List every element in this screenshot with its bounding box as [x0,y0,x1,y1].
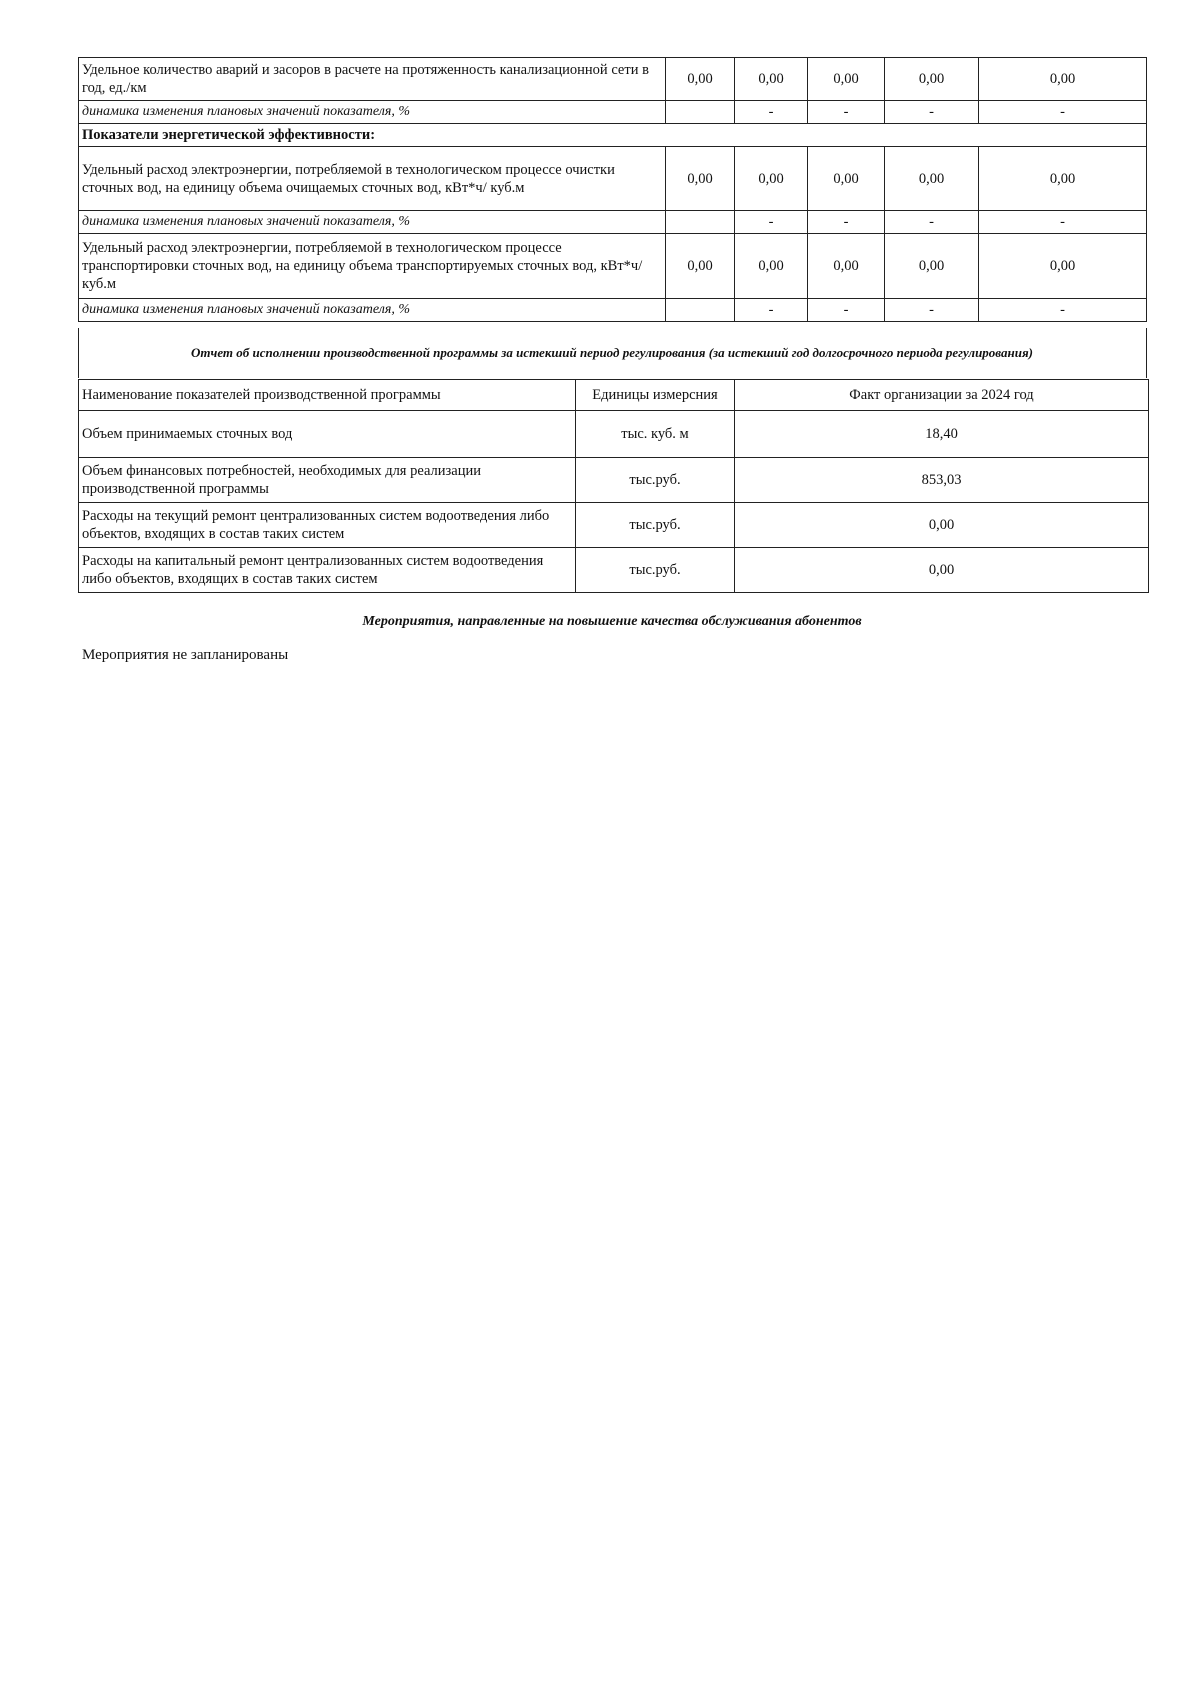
table-row [79,101,1147,124]
table-row [79,58,1147,101]
dynamics-value: - [808,101,885,124]
table-row [79,147,1147,211]
dynamics-value: - [735,101,808,124]
indicator-name: Расходы на капитальный ремонт централизованных систем водоотведения либо объектов, входящих в состав таких систем [79,548,576,593]
indicator-label: Удельный расход электроэнергии, потребляемой в технологическом процессе очистки сточных вод, на единицу объема очищаемых сточных вод, кВт*ч/ куб.м [79,147,666,211]
indicator-value: 0,00 [885,147,979,211]
table-row [79,211,1147,234]
indicator-value: 0,00 [979,58,1147,101]
dynamics-value [666,211,735,234]
dynamics-value: - [735,299,808,322]
indicator-unit: тыс.руб. [576,503,735,548]
column-header-fact: Факт организации за 2024 год [735,380,1149,411]
indicator-value: 0,00 [808,147,885,211]
indicator-value: 0,00 [979,234,1147,299]
indicator-unit: тыс.руб. [576,458,735,503]
dynamics-label: динамика изменения плановых значений показателя, % [79,211,666,234]
indicator-unit: тыс.руб. [576,548,735,593]
dynamics-value: - [808,299,885,322]
table-header-row [79,380,1149,411]
indicator-name: Объем финансовых потребностей, необходимых для реализации производственной программы [79,458,576,503]
table-row [79,124,1147,147]
section-heading: Показатели энергетической эффективности: [79,124,1147,147]
indicator-value: 0,00 [885,58,979,101]
indicator-value: 0,00 [735,58,808,101]
indicator-fact: 853,03 [735,458,1149,503]
indicators-table [78,57,1147,322]
dynamics-value [666,299,735,322]
indicator-fact: 18,40 [735,411,1149,458]
table-row [79,503,1149,548]
indicator-fact: 0,00 [735,548,1149,593]
table-row [79,411,1149,458]
indicator-value: 0,00 [666,147,735,211]
indicator-value: 0,00 [666,58,735,101]
indicator-value: 0,00 [808,234,885,299]
dynamics-value [666,101,735,124]
indicator-name: Расходы на текущий ремонт централизованных систем водоотведения либо объектов, входящих в состав таких систем [79,503,576,548]
measures-text: Мероприятия не запланированы [82,647,289,663]
dynamics-value: - [885,211,979,234]
dynamics-label: динамика изменения плановых значений показателя, % [79,299,666,322]
indicator-name: Объем принимаемых сточных вод [79,411,576,458]
indicator-label: Удельное количество аварий и засоров в расчете на протяженность канализационной сети в год, ед./км [79,58,666,101]
table-row [79,299,1147,322]
dynamics-value: - [979,211,1147,234]
measures-heading: Мероприятия, направленные на повышение качества обслуживания абонентов [362,614,862,629]
indicator-value: 0,00 [979,147,1147,211]
table-row [79,234,1147,299]
table-row [79,458,1149,503]
indicator-fact: 0,00 [735,503,1149,548]
dynamics-value: - [979,299,1147,322]
column-header-unit: Единицы измерсния [576,380,735,411]
indicator-label: Удельный расход электроэнергии, потребляемой в технологическом процессе транспортировки сточных вод, на единицу объема транспортируемых сточных вод, кВт*ч/ куб.м [79,234,666,299]
production-program-table [78,379,1149,593]
indicator-value: 0,00 [735,147,808,211]
indicator-value: 0,00 [735,234,808,299]
indicator-value: 0,00 [885,234,979,299]
indicator-value: 0,00 [808,58,885,101]
dynamics-label: динамика изменения плановых значений показателя, % [79,101,666,124]
dynamics-value: - [979,101,1147,124]
indicator-value: 0,00 [666,234,735,299]
indicator-unit: тыс. куб. м [576,411,735,458]
report-caption: Отчет об исполнении производственной программы за истекший период регулирования (за истекший год долгосрочного периода регулирования) [191,345,1033,360]
dynamics-value: - [808,211,885,234]
dynamics-value: - [885,101,979,124]
column-header-name: Наименование показателей производственной программы [79,380,576,411]
table-row [79,548,1149,593]
dynamics-value: - [735,211,808,234]
dynamics-value: - [885,299,979,322]
